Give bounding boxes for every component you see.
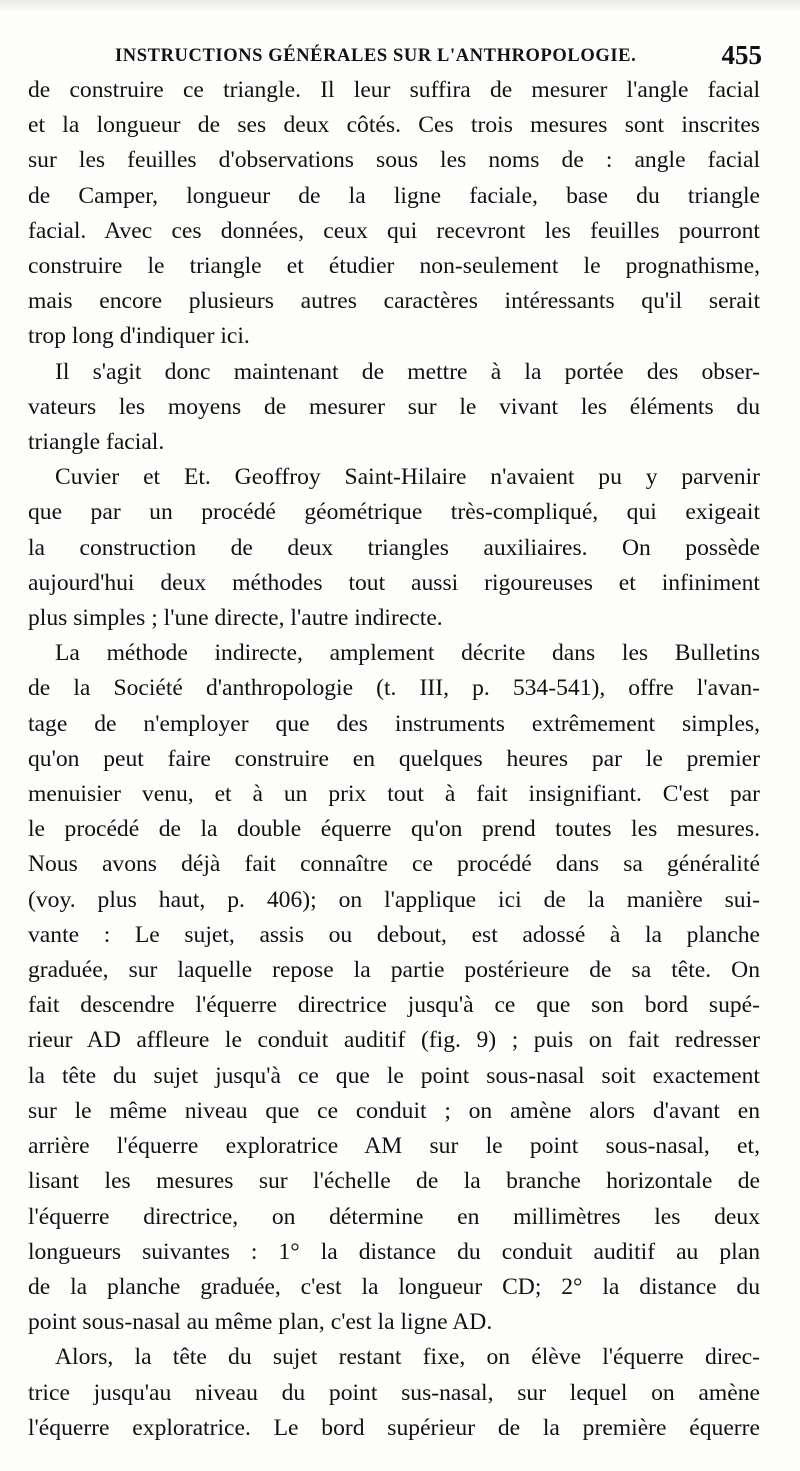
body-text xyxy=(28,73,760,1446)
text-line: la construction de deux triangles auxiliaires. On possède xyxy=(28,534,760,561)
page-number: 455 xyxy=(721,40,762,70)
text-line: et la longueur de ses deux côtés. Ces trois mesures sont inscrites xyxy=(28,112,760,139)
text-line: lisant les mesures sur l'échelle de la branche horizontale de xyxy=(28,1168,760,1195)
text-line: graduée, sur laquelle repose la partie postérieure de sa tête. On xyxy=(28,957,760,984)
text-line: arrière l'équerre exploratrice AM sur le point sous-nasal, et, xyxy=(28,1133,760,1160)
text-line: de la planche graduée, c'est la longueur CD; 2° la distance du xyxy=(28,1273,760,1300)
text-line: mais encore plusieurs autres caractères intéressants qu'il serait xyxy=(28,288,760,315)
text-line: le procédé de la double équerre qu'on prend toutes les mesures. xyxy=(28,816,760,843)
text-line: sur les feuilles d'observations sous les noms de : angle facial xyxy=(28,147,760,174)
page-top-shadow xyxy=(0,0,800,12)
text-line: La méthode indirecte, amplement décrite dans les Bulletins xyxy=(55,640,760,667)
text-line: que par un procédé géométrique très-compliqué, qui exigeait xyxy=(28,499,760,526)
text-line: l'équerre directrice, on détermine en millimètres les deux xyxy=(28,1203,760,1230)
text-line: Cuvier et Et. Geoffroy Saint-Hilaire n'avaient pu y parvenir xyxy=(55,464,760,491)
text-line: la tête du sujet jusqu'à ce que le point sous-nasal soit exactement xyxy=(28,1062,760,1089)
text-line: qu'on peut faire construire en quelques heures par le premier xyxy=(28,745,760,772)
text-line: de la Société d'anthropologie (t. III, p. 534-541), offre l'avan- xyxy=(28,675,760,702)
text-line: tage de n'employer que des instruments extrêmement simples, xyxy=(28,710,760,737)
text-line: vateurs les moyens de mesurer sur le vivant les éléments du xyxy=(28,393,760,420)
text-line: Il s'agit donc maintenant de mettre à la portée des obser- xyxy=(55,358,760,385)
text-line: facial. Avec ces données, ceux qui recevront les feuilles pourront xyxy=(28,217,760,244)
text-line: (voy. plus haut, p. 406); on l'applique ici de la manière sui- xyxy=(28,886,760,913)
text-line: trop long d'indiquer ici. xyxy=(28,323,250,350)
text-line: l'équerre exploratrice. Le bord supérieur de la première équerre xyxy=(28,1414,760,1441)
text-line: trice jusqu'au niveau du point sus-nasal, sur lequel on amène xyxy=(28,1379,760,1406)
text-line: de construire ce triangle. Il leur suffira de mesurer l'angle facial xyxy=(28,77,760,103)
text-line: Alors, la tête du sujet restant fixe, on élève l'équerre direc- xyxy=(55,1344,760,1371)
text-line: sur le même niveau que ce conduit ; on amène alors d'avant en xyxy=(28,1097,760,1124)
text-line: Nous avons déjà fait connaître ce procédé dans sa généralité xyxy=(28,851,760,878)
text-line: point sous-nasal au même plan, c'est la ligne AD. xyxy=(28,1309,493,1336)
text-line: triangle facial. xyxy=(28,429,165,456)
page-header xyxy=(60,40,762,70)
text-line: aujourd'hui deux méthodes tout aussi rigoureuses et infiniment xyxy=(28,569,760,596)
text-line: de Camper, longueur de la ligne faciale, base du triangle xyxy=(28,182,760,209)
text-line: construire le triangle et étudier non-seulement le prognathisme, xyxy=(28,253,760,280)
text-line: menuisier venu, et à un prix tout à fait insignifiant. C'est par xyxy=(28,781,760,808)
paragraph-block xyxy=(28,73,760,1446)
running-title: INSTRUCTIONS GÉNÉRALES SUR L'ANTHROPOLOGIE. xyxy=(115,46,637,66)
text-line: rieur AD affleure le conduit auditif (fig. 9) ; puis on fait redresser xyxy=(28,1027,760,1054)
text-line: fait descendre l'équerre directrice jusqu'à ce que son bord supé- xyxy=(28,992,760,1019)
text-line: vante : Le sujet, assis ou debout, est adossé à la planche xyxy=(28,921,760,948)
text-line: longueurs suivantes : 1° la distance du conduit auditif au plan xyxy=(28,1238,760,1265)
text-line: plus simples ; l'une directe, l'autre indirecte. xyxy=(28,605,443,632)
